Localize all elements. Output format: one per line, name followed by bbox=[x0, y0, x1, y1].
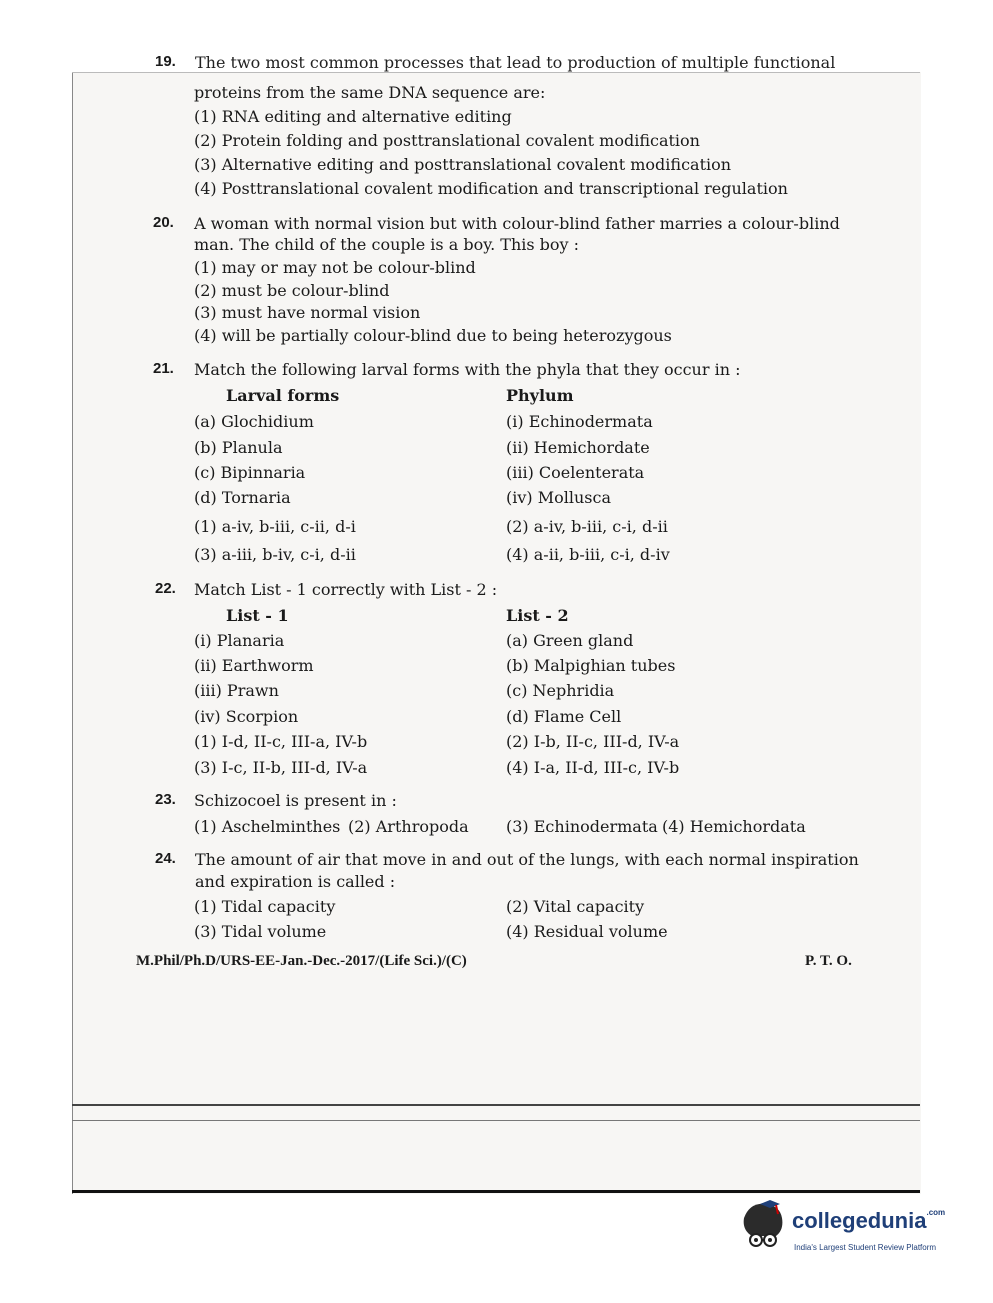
q21-col2-item: (i) Echinodermata bbox=[506, 412, 653, 431]
q23-option-2: (2) Arthropoda bbox=[348, 817, 469, 836]
q21-col2-item: (iv) Mollusca bbox=[506, 488, 611, 507]
q19-number: 19. bbox=[155, 53, 176, 70]
q21-col2-head: Phylum bbox=[506, 386, 574, 405]
q22-col1-item: (ii) Earthworm bbox=[194, 656, 314, 675]
q20-option-2: (2) must be colour-blind bbox=[194, 281, 390, 300]
q22-number: 22. bbox=[155, 580, 176, 597]
q19-option-1: (1) RNA editing and alternative editing bbox=[194, 107, 512, 126]
q22-option-3: (3) I-c, II-b, III-d, IV-a bbox=[194, 758, 368, 777]
q21-col2-item: (ii) Hemichordate bbox=[506, 438, 650, 457]
q20-option-3: (3) must have normal vision bbox=[194, 303, 421, 322]
footer-pto: P. T. O. bbox=[805, 953, 852, 969]
q21-number: 21. bbox=[153, 360, 174, 377]
q22-col1-item: (i) Planaria bbox=[194, 631, 285, 650]
q20-number: 20. bbox=[153, 214, 174, 231]
q24-text-line2: and expiration is called : bbox=[195, 872, 396, 891]
q19-text: proteins from the same DNA sequence are: bbox=[194, 83, 546, 102]
q22-col1-head: List - 1 bbox=[226, 606, 289, 625]
q21-col1-head: Larval forms bbox=[226, 386, 340, 405]
q22-col2-head: List - 2 bbox=[506, 606, 569, 625]
divider bbox=[72, 1104, 920, 1106]
logo-wordmark: collegedunia$^{.com}$ bbox=[792, 1208, 946, 1233]
q21-option-2: (2) a-iv, b-iii, c-i, d-ii bbox=[506, 517, 668, 536]
q22-col2-item: (b) Malpighian tubes bbox=[506, 656, 676, 675]
q21-option-3: (3) a-iii, b-iv, c-i, d-ii bbox=[194, 545, 356, 564]
q21-col1-item: (a) Glochidium bbox=[194, 412, 314, 431]
q19-option-3: (3) Alternative editing and posttranslational covalent modification bbox=[194, 155, 732, 174]
collegedunia-logo bbox=[736, 1200, 966, 1260]
q22-col1-item: (iii) Prawn bbox=[194, 681, 279, 700]
q21-col1-item: (c) Bipinnaria bbox=[194, 463, 306, 482]
footer-code: M.Phil/Ph.D/URS-EE-Jan.-Dec.-2017/(Life Sci.)/(C) bbox=[136, 953, 467, 969]
q23-option-4: (4) Hemichordata bbox=[662, 817, 806, 836]
q23-text: Schizocoel is present in : bbox=[194, 791, 397, 810]
q22-option-1: (1) I-d, II-c, III-a, IV-b bbox=[194, 732, 368, 751]
q21-option-4: (4) a-ii, b-iii, c-i, d-iv bbox=[506, 545, 670, 564]
logo-tagline: India's Largest Student Review Platform bbox=[794, 1243, 937, 1252]
q21-col1-item: (b) Planula bbox=[194, 438, 283, 457]
q21-option-1: (1) a-iv, b-iii, c-ii, d-i bbox=[194, 517, 356, 536]
q24-option-2: (2) Vital capacity bbox=[506, 897, 645, 916]
q22-col2-item: (c) Nephridia bbox=[506, 681, 615, 700]
q20-text-line2: man. The child of the couple is a boy. This boy : bbox=[194, 235, 580, 254]
q20-option-4: (4) will be partially colour-blind due to being heterozygous bbox=[194, 326, 672, 345]
q21-col1-item: (d) Tornaria bbox=[194, 488, 291, 507]
q20-text-line1: A woman with normal vision but with colour-blind father marries a colour-blind bbox=[194, 214, 840, 233]
q24-option-3: (3) Tidal volume bbox=[194, 922, 327, 941]
q22-col2-item: (a) Green gland bbox=[506, 631, 634, 650]
q21-col2-item: (iii) Coelenterata bbox=[506, 463, 645, 482]
student-mascot-icon bbox=[736, 1200, 790, 1256]
q22-option-2: (2) I-b, II-c, III-d, IV-a bbox=[506, 732, 680, 751]
q19-option-2: (2) Protein folding and posttranslational covalent modification bbox=[194, 131, 700, 150]
q21-text: Match the following larval forms with the phyla that they occur in : bbox=[194, 360, 741, 379]
divider bbox=[72, 1120, 920, 1121]
q24-number: 24. bbox=[155, 850, 176, 867]
q22-col2-item: (d) Flame Cell bbox=[506, 707, 622, 726]
q23-number: 23. bbox=[155, 791, 176, 808]
q23-option-3: (3) Echinodermata bbox=[506, 817, 658, 836]
q23-option-1: (1) Aschelminthes bbox=[194, 817, 341, 836]
divider bbox=[72, 1190, 920, 1193]
q22-option-4: (4) I-a, II-d, III-c, IV-b bbox=[506, 758, 680, 777]
q19-cutoff-line: The two most common processes that lead to production of multiple functional bbox=[195, 53, 836, 72]
q20-option-1: (1) may or may not be colour-blind bbox=[194, 258, 476, 277]
q24-option-4: (4) Residual volume bbox=[506, 922, 668, 941]
q22-col1-item: (iv) Scorpion bbox=[194, 707, 299, 726]
q22-text: Match List - 1 correctly with List - 2 : bbox=[194, 580, 498, 599]
q19-option-4: (4) Posttranslational covalent modification and transcriptional regulation bbox=[194, 179, 788, 198]
q24-text-line1: The amount of air that move in and out of the lungs, with each normal inspiration bbox=[195, 850, 859, 869]
q24-option-1: (1) Tidal capacity bbox=[194, 897, 336, 916]
